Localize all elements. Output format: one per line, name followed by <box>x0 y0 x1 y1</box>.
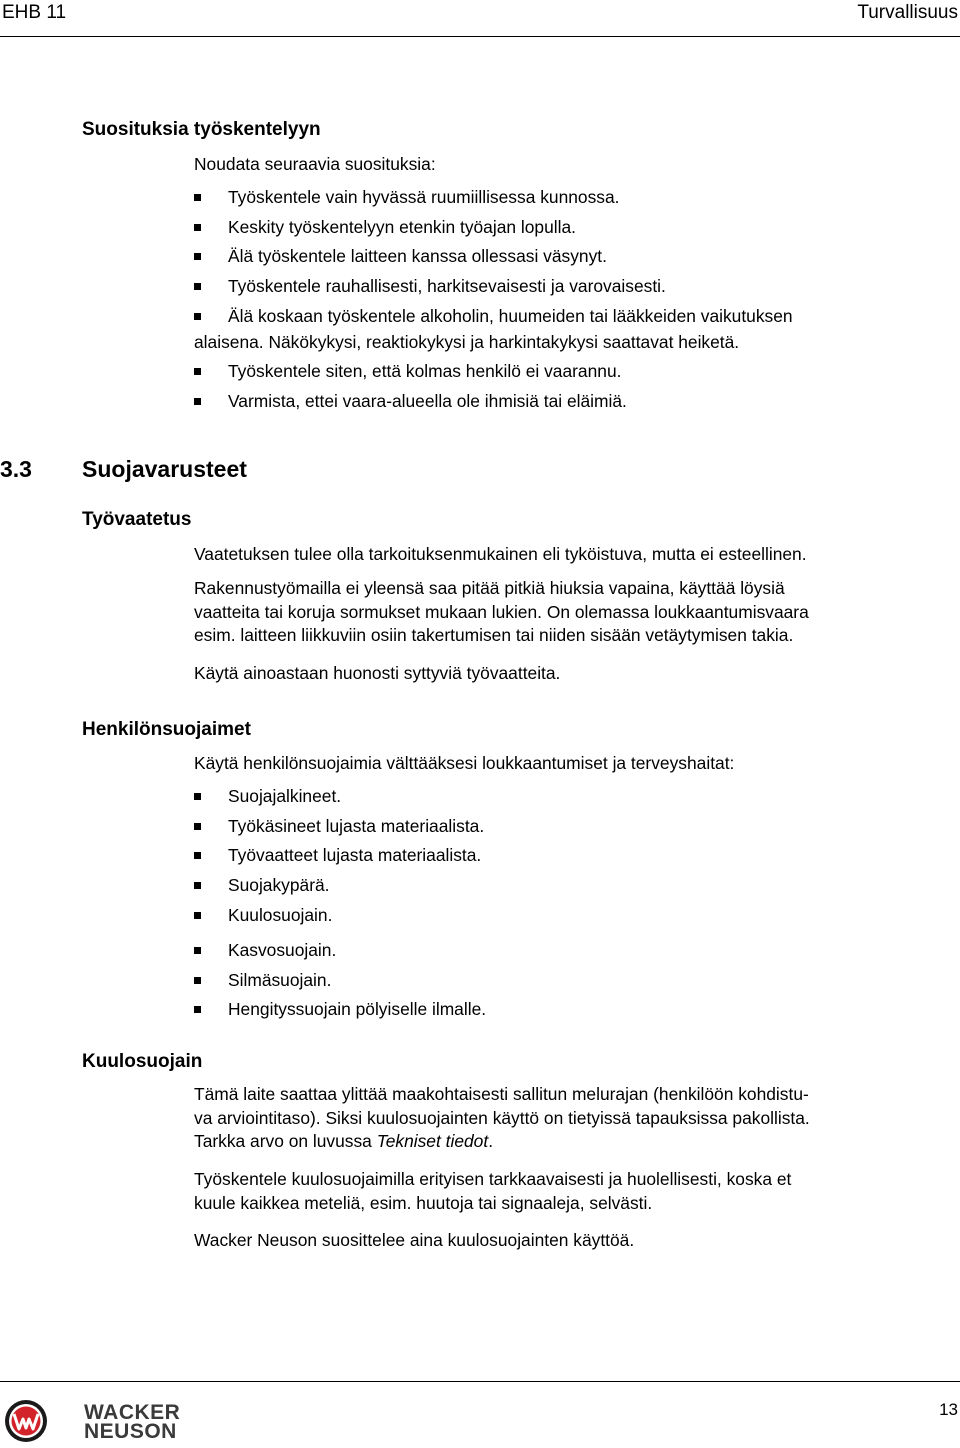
wordmark-line-1: WACKER <box>84 1401 181 1424</box>
header-chapter-title: Turvallisuus <box>857 2 958 23</box>
section-number: 3.3 <box>0 456 32 482</box>
paragraph-line: Rakennustyömailla ei yleensä saa pitää pitkiä hiuksia vapaina, käyttää löysiä <box>194 578 785 598</box>
section-title: Suojavarusteet <box>82 456 247 482</box>
list-item: Työkäsineet lujasta materiaalista. <box>194 812 484 842</box>
ppe-list-a <box>194 782 484 931</box>
paragraph-line: va arviointitaso). Siksi kuulosuojainten käyttö on tietyissä tapauksissa pakollista. <box>194 1107 810 1128</box>
workwear-title: Työvaatetus <box>82 509 192 530</box>
paragraph-line: Tarkka arvo on luvussa Tekniset tiedot. <box>194 1131 494 1151</box>
list-item: Suojajalkineet. <box>194 782 484 812</box>
hearing-paragraph-2 <box>194 1168 954 1215</box>
workwear-paragraph-1: Vaatetuksen tulee olla tarkoituksenmukainen eli tyköistuva, mutta ei esteellinen. <box>194 544 807 564</box>
paragraph-line: Tämä laite saattaa ylittää maakohtaisesti sallitun melurajan (henkilöön kohdistu- <box>194 1084 809 1104</box>
list-item: Varmista, ettei vaara-alueella ole ihmisiä tai eläimiä. <box>194 387 793 417</box>
paragraph-line: esim. laitteen liikkuviin osiin takertumisen tai niiden sisään vetäytymisen takia. <box>194 625 794 645</box>
list-item: Hengityssuojain pölyiselle ilmalle. <box>194 995 486 1025</box>
list-item: Työskentele vain hyvässä ruumiillisessa kunnossa. <box>194 183 793 213</box>
list-item: Keskity työskentelyyn etenkin työajan lopulla. <box>194 213 793 243</box>
list-item: Silmäsuojain. <box>194 966 486 996</box>
list-item: Kasvosuojain. <box>194 936 486 966</box>
list-item: Työvaatteet lujasta materiaalista. <box>194 841 484 871</box>
page-number: 13 <box>939 1400 958 1419</box>
wordmark-line-2: NEUSON <box>84 1420 177 1443</box>
footer-rule <box>0 1381 960 1382</box>
list-item: Suojakypärä. <box>194 871 484 901</box>
paragraph-line: kuule kaikkea meteliä, esim. huutoja tai signaaleja, selvästi. <box>194 1192 653 1213</box>
wacker-neuson-w-logo <box>4 1399 48 1443</box>
list-item: Älä koskaan työskentele alkoholin, huumeiden tai lääkkeiden vaikutuksen alaisena. Näkökykysi, reaktiokykysi ja harkintakykysi saattavat heiketä. <box>194 302 793 357</box>
list-item-continuation: alaisena. Näkökykysi, reaktiokykysi ja harkintakykysi saattavat heiketä. <box>194 331 740 352</box>
hearing-paragraph-1 <box>194 1083 954 1154</box>
reference-link: Tekniset tiedot <box>376 1131 489 1151</box>
list-item: Kuulosuojain. <box>194 901 484 931</box>
list-item: Työskentele siten, että kolmas henkilö ei vaarannu. <box>194 357 793 387</box>
recommendations-list <box>194 183 793 417</box>
ppe-title: Henkilönsuojaimet <box>82 719 251 740</box>
paragraph-line: vaatteita tai koruja sormukset mukaan lukien. On olemassa loukkaantumisvaara <box>194 601 809 622</box>
workwear-paragraph-2 <box>194 577 954 648</box>
wacker-neuson-wordmark <box>84 1403 180 1441</box>
header-rule <box>0 36 960 37</box>
recommendations-title: Suosituksia työskentelyyn <box>82 119 321 140</box>
ppe-list-b <box>194 936 486 1025</box>
workwear-paragraph-3: Käytä ainoastaan huonosti syttyviä työvaatteita. <box>194 663 561 683</box>
recommendations-intro: Noudata seuraavia suosituksia: <box>194 154 436 174</box>
ppe-intro: Käytä henkilönsuojaimia välttääksesi loukkaantumiset ja terveyshaitat: <box>194 753 735 773</box>
list-item: Älä työskentele laitteen kanssa ollessasi väsynyt. <box>194 242 793 272</box>
list-item: Työskentele rauhallisesti, harkitsevaisesti ja varovaisesti. <box>194 272 793 302</box>
hearing-paragraph-3: Wacker Neuson suosittelee aina kuulosuojainten käyttöä. <box>194 1230 635 1250</box>
hearing-title: Kuulosuojain <box>82 1051 203 1072</box>
header-doc-code: EHB 11 <box>2 2 67 23</box>
paragraph-line: Työskentele kuulosuojaimilla erityisen tarkkaavaisesti ja huolellisesti, koska et <box>194 1169 792 1189</box>
